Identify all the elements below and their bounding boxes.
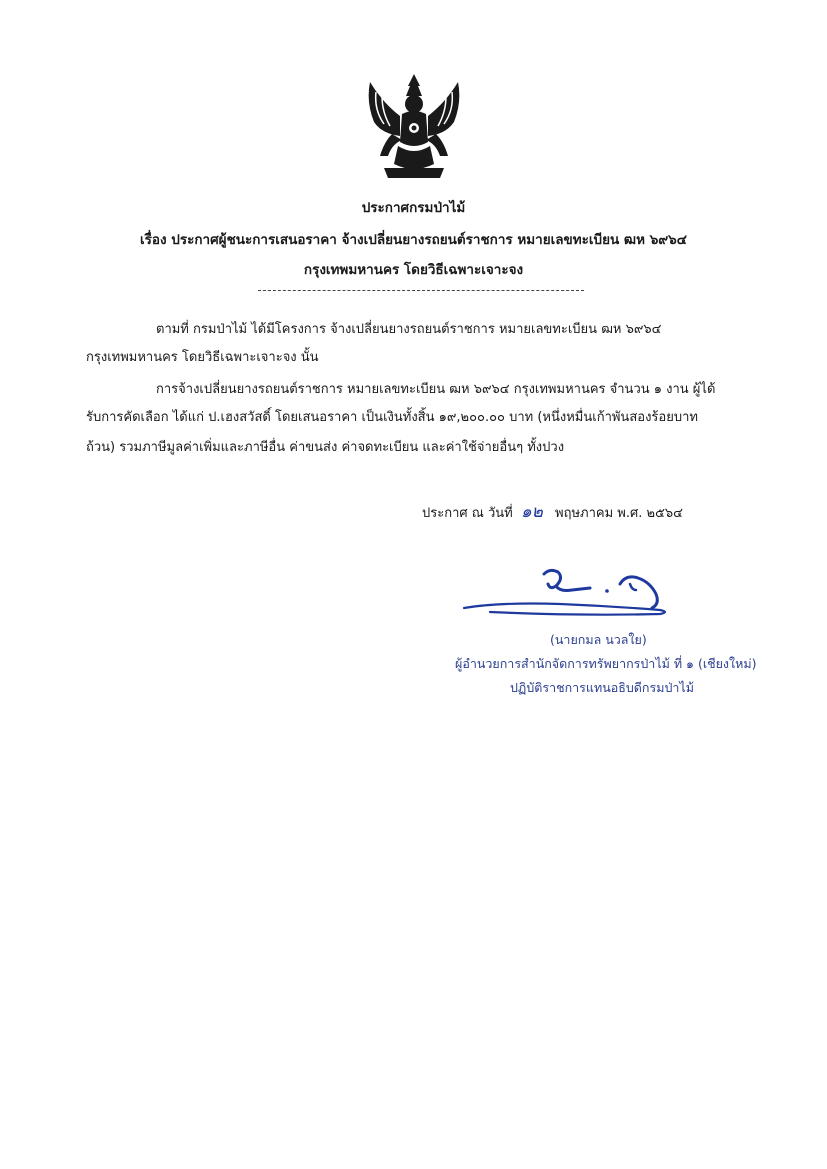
- signatory-name: (นายกมล นวลใย): [550, 632, 647, 647]
- divider: [258, 290, 584, 291]
- garuda-emblem-icon: [362, 72, 466, 182]
- date-day: ๑๒: [520, 502, 543, 522]
- para2-line1: การจ้างเปลี่ยนยางรถยนต์ราชการ หมายเลขทะเบียน ฒห ๖๙๖๔ กรุงเทพมหานคร จำนวน ๑ งาน ผู้ได้: [156, 382, 716, 397]
- para2-line2: รับการคัดเลือก ได้แก่ ป.เฮงสวัสดิ์ โดยเสนอราคา เป็นเงินทั้งสิ้น ๑๙,๒๐๐.๐๐ บาท (หนึ่งหมื่นเก้าพันสองร้อยบาท: [86, 410, 698, 425]
- para1-line1: ตามที่ กรมป่าไม้ ได้มีโครงการ จ้างเปลี่ยนยางรถยนต์ราชการ หมายเลขทะเบียน ฒห ๖๙๖๔: [156, 322, 662, 337]
- handwritten-signature: [460, 560, 680, 620]
- date-prefix: ประกาศ ณ วันที่: [422, 506, 513, 521]
- para1-line2: กรุงเทพมหานคร โดยวิธีเฉพาะเจาะจง นั้น: [86, 350, 319, 365]
- date-month-year: พฤษภาคม พ.ศ. ๒๕๖๔: [555, 506, 684, 521]
- subject-line-1: เรื่อง ประกาศผู้ชนะการเสนอราคา จ้างเปลี่ยนยางรถยนต์ราชการ หมายเลขทะเบียน ฒห ๖๙๖๔: [140, 232, 687, 248]
- subject-line-2: กรุงเทพมหานคร โดยวิธีเฉพาะเจาะจง: [303, 262, 524, 278]
- signatory-acting-for: ปฏิบัติราชการแทนอธิบดีกรมป่าไม้: [510, 680, 694, 695]
- para2-line3: ถ้วน) รวมภาษีมูลค่าเพิ่มและภาษีอื่น ค่าขนส่ง ค่าจดทะเบียน และค่าใช้จ่ายอื่นๆ ทั้งปวง: [86, 440, 565, 455]
- organization-title: ประกาศกรมป่าไม้: [361, 200, 466, 216]
- signatory-position: ผู้อำนวยการสำนักจัดการทรัพยากรป่าไม้ ที่ ๑ (เชียงใหม่): [455, 656, 757, 671]
- announcement-date: [422, 498, 683, 525]
